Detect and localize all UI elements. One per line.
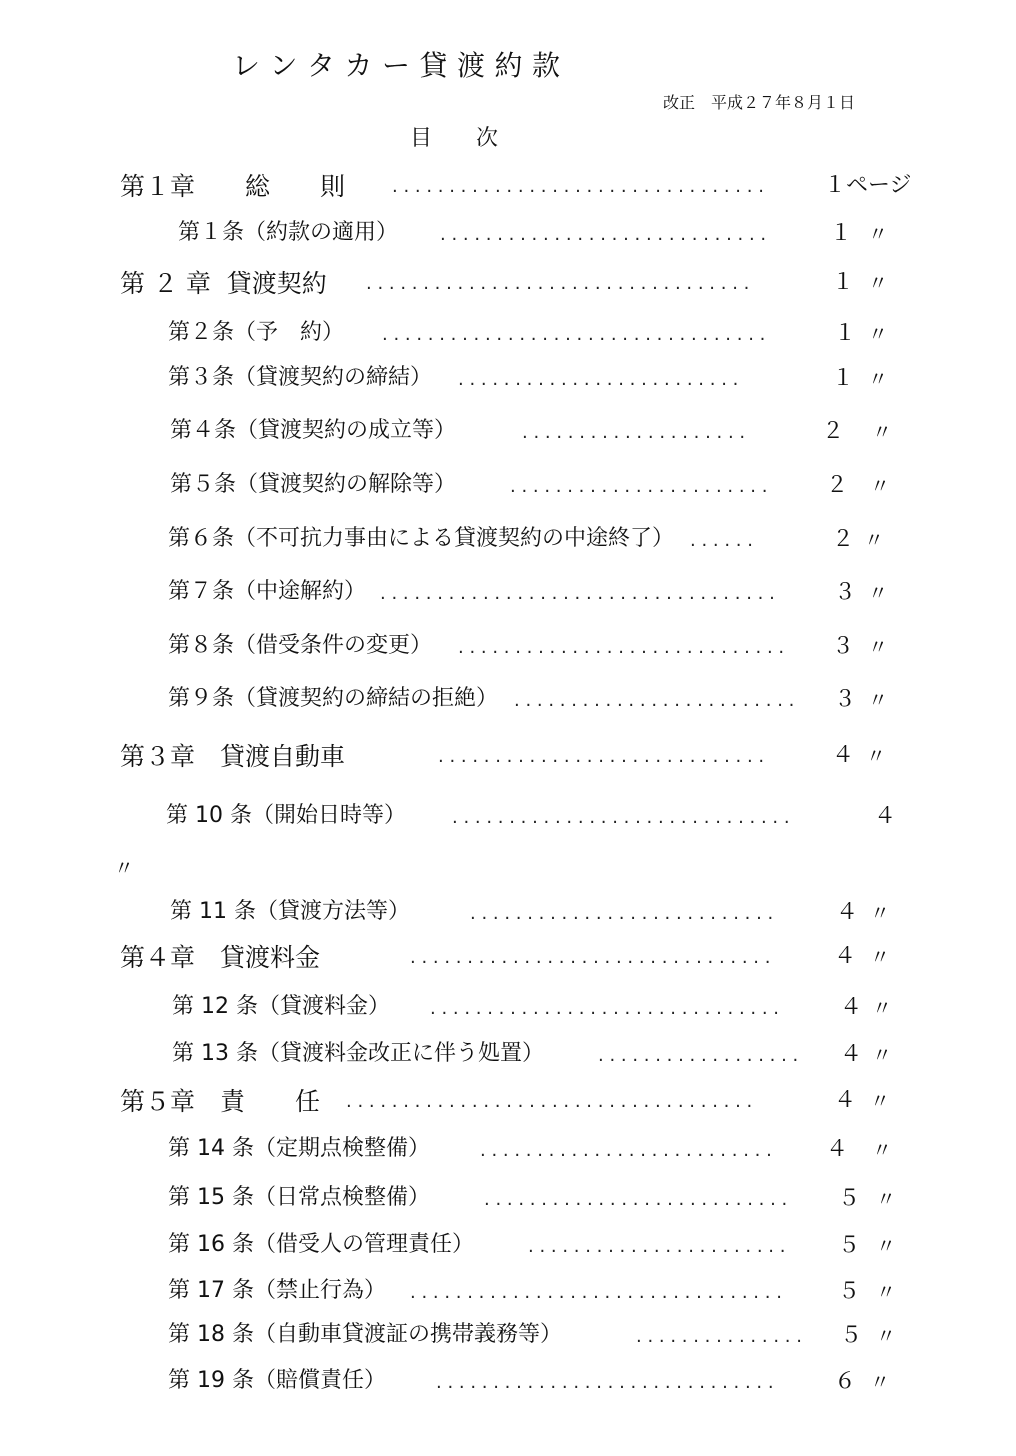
dot-leader: . . . . . . . . . . . . . . . . . . . . . . . . . . . . . [440,226,767,244]
ditto-mark: 〃 [866,744,886,768]
ditto-mark: 〃 [876,1280,896,1304]
ditto-mark: 〃 [870,945,890,969]
toc-entry-page: ４ [836,900,859,925]
toc-entry-label: 第１条（約款の適用） [178,220,399,245]
toc-entry-page: １ページ [824,173,912,198]
ditto-mark: 〃 [870,901,890,925]
toc-entry-label: 第６条（不可抗力事由による貸渡契約の中途終了） [168,526,675,551]
ditto-mark: 〃 [868,581,888,605]
toc-entry-page: ３ [832,634,855,659]
toc-entry-page: ５ [838,1186,861,1211]
toc-entry-label: 第３章 貸渡自動車 [120,742,346,771]
toc-entry-label: 第 13 条（貸渡料金改正に伴う処置） [172,1041,544,1066]
toc-entry-page: ４ [834,1088,857,1113]
toc-entry-label: 第 16 条（借受人の管理責任） [168,1232,474,1257]
toc-entry-label: 第１章 総 則 [120,172,346,201]
contents-heading: 目 次 [410,126,499,151]
ditto-mark: 〃 [868,635,888,659]
toc-entry-label: 第５条（貸渡契約の解除等） [170,472,457,497]
ditto-mark: 〃 [868,322,888,346]
revision-date: 改正 平成２７年８月１日 [663,93,856,112]
toc-entry-label: 第 19 条（賠償責任） [168,1368,386,1393]
dot-leader: . . . . . . . . . . . . . . . . . . . . . . . . . . . . . [438,748,765,766]
document-title: レ ン タ カ ー 貸 渡 約 款 [232,49,561,82]
toc-entry-page: １ [834,321,857,346]
toc-entry-label: 第 17 条（禁止行為） [168,1278,386,1303]
dot-leader: . . . . . . . . . . . . . . . . . . . . . . . . . . [480,1142,772,1160]
toc-entry-label: 第 18 条（自動車貸渡証の携帯義務等） [168,1322,562,1347]
dot-leader: . . . . . . . . . . . . . . . . . . . . . . . . . . . . . . . . . . . . [346,1093,753,1111]
toc-entry-label: 第３条（貸渡契約の締結） [168,365,433,390]
toc-entry-label: 第２条（予 約） [168,320,345,345]
dot-leader: . . . . . . . . . . . . . . . . . . . . . . . . . . . [484,1191,788,1209]
toc-entry-page: ６ [834,1369,857,1394]
toc-entry-page: ２ [832,527,855,552]
ditto-mark: 〃 [114,856,134,880]
dot-leader: . . . . . . . . . . . . . . . . . . . . . . . [528,1238,786,1256]
dot-leader: . . . . . . [690,532,753,550]
toc-entry-label: 第７条（中途解約） [168,579,367,604]
ditto-mark: 〃 [872,420,892,444]
dot-leader: . . . . . . . . . . . . . . . . . . . . . . . . . . . . . . . . . . [382,326,766,344]
toc-entry-label: 第 15 条（日常点検整備） [168,1185,430,1210]
ditto-mark: 〃 [876,1234,896,1258]
dot-leader: . . . . . . . . . . . . . . . . . . . . . . . . . . . . . . [452,809,790,827]
ditto-mark: 〃 [870,474,890,498]
dot-leader: . . . . . . . . . . . . . . . . . . . . . . . . . . . . . . . . . [392,178,764,196]
toc-entry-label: 第 11 条（貸渡方法等） [170,899,410,924]
toc-entry-page: １ [832,366,855,391]
toc-entry-page: ４ [874,804,897,829]
toc-entry-page: ４ [832,743,855,768]
dot-leader: . . . . . . . . . . . . . . . [636,1328,802,1346]
ditto-mark: 〃 [864,528,884,552]
ditto-mark: 〃 [872,996,892,1020]
toc-entry-page: ４ [826,1137,849,1162]
dot-leader: . . . . . . . . . . . . . . . . . . . . . . . . . . . . . . . . . . . [380,585,775,603]
toc-entry-label: 第 14 条（定期点検整備） [168,1136,430,1161]
toc-entry-label: 第５章 責 任 [120,1087,321,1116]
toc-entry-page: ２ [826,473,849,498]
toc-entry-label: 第９条（貸渡契約の締結の拒絶） [168,686,499,711]
ditto-mark: 〃 [868,222,888,246]
dot-leader: . . . . . . . . . . . . . . . . . . . . . . . . . . . . . . . . . . [366,275,750,293]
toc-entry-page: ４ [840,995,863,1020]
dot-leader: . . . . . . . . . . . . . . . . . . . . . . . . . . . [470,905,774,923]
ditto-mark: 〃 [870,1370,890,1394]
ditto-mark: 〃 [872,1138,892,1162]
toc-entry-label: 第４条（貸渡契約の成立等） [170,418,457,443]
dot-leader: . . . . . . . . . . . . . . . . . . . . . . . . . [458,371,739,389]
toc-entry-label: 第８条（借受条件の変更） [168,633,433,658]
toc-entry-label: 第 ２ 章 貸渡契約 [120,269,327,298]
toc-entry-page: １ [830,221,853,246]
toc-entry-label: 第 10 条（開始日時等） [166,803,406,828]
toc-entry-page: ４ [840,1042,863,1067]
dot-leader: . . . . . . . . . . . . . . . . . . [598,1047,799,1065]
ditto-mark: 〃 [872,1043,892,1067]
ditto-mark: 〃 [868,367,888,391]
toc-entry-label: 第 12 条（貸渡料金） [172,994,390,1019]
dot-leader: . . . . . . . . . . . . . . . . . . . . . . . . . . . . . . . . [410,949,771,967]
toc-entry-page: ５ [838,1279,861,1304]
toc-entry-page: ５ [838,1233,861,1258]
toc-entry-page: １ [832,270,855,295]
toc-entry-page: ５ [840,1323,863,1348]
ditto-mark: 〃 [876,1187,896,1211]
dot-leader: . . . . . . . . . . . . . . . . . . . . . . . . . . . . . . [436,1374,774,1392]
toc-entry-page: ２ [822,419,845,444]
dot-leader: . . . . . . . . . . . . . . . . . . . . . . . . . . . . . [458,639,785,657]
toc-entry-label: 第４章 貸渡料金 [120,943,321,972]
dot-leader: . . . . . . . . . . . . . . . . . . . . [522,424,746,442]
dot-leader: . . . . . . . . . . . . . . . . . . . . . . . [510,478,768,496]
ditto-mark: 〃 [870,1089,890,1113]
dot-leader: . . . . . . . . . . . . . . . . . . . . . . . . . . . . . . . [430,1000,780,1018]
toc-entry-page: ４ [834,944,857,969]
toc-entry-page: ３ [834,580,857,605]
ditto-mark: 〃 [868,271,888,295]
dot-leader: . . . . . . . . . . . . . . . . . . . . . . . . . [514,692,795,710]
toc-entry-page: ３ [834,687,857,712]
ditto-mark: 〃 [868,688,888,712]
dot-leader: . . . . . . . . . . . . . . . . . . . . . . . . . . . . . . . . . [410,1284,782,1302]
ditto-mark: 〃 [876,1324,896,1348]
